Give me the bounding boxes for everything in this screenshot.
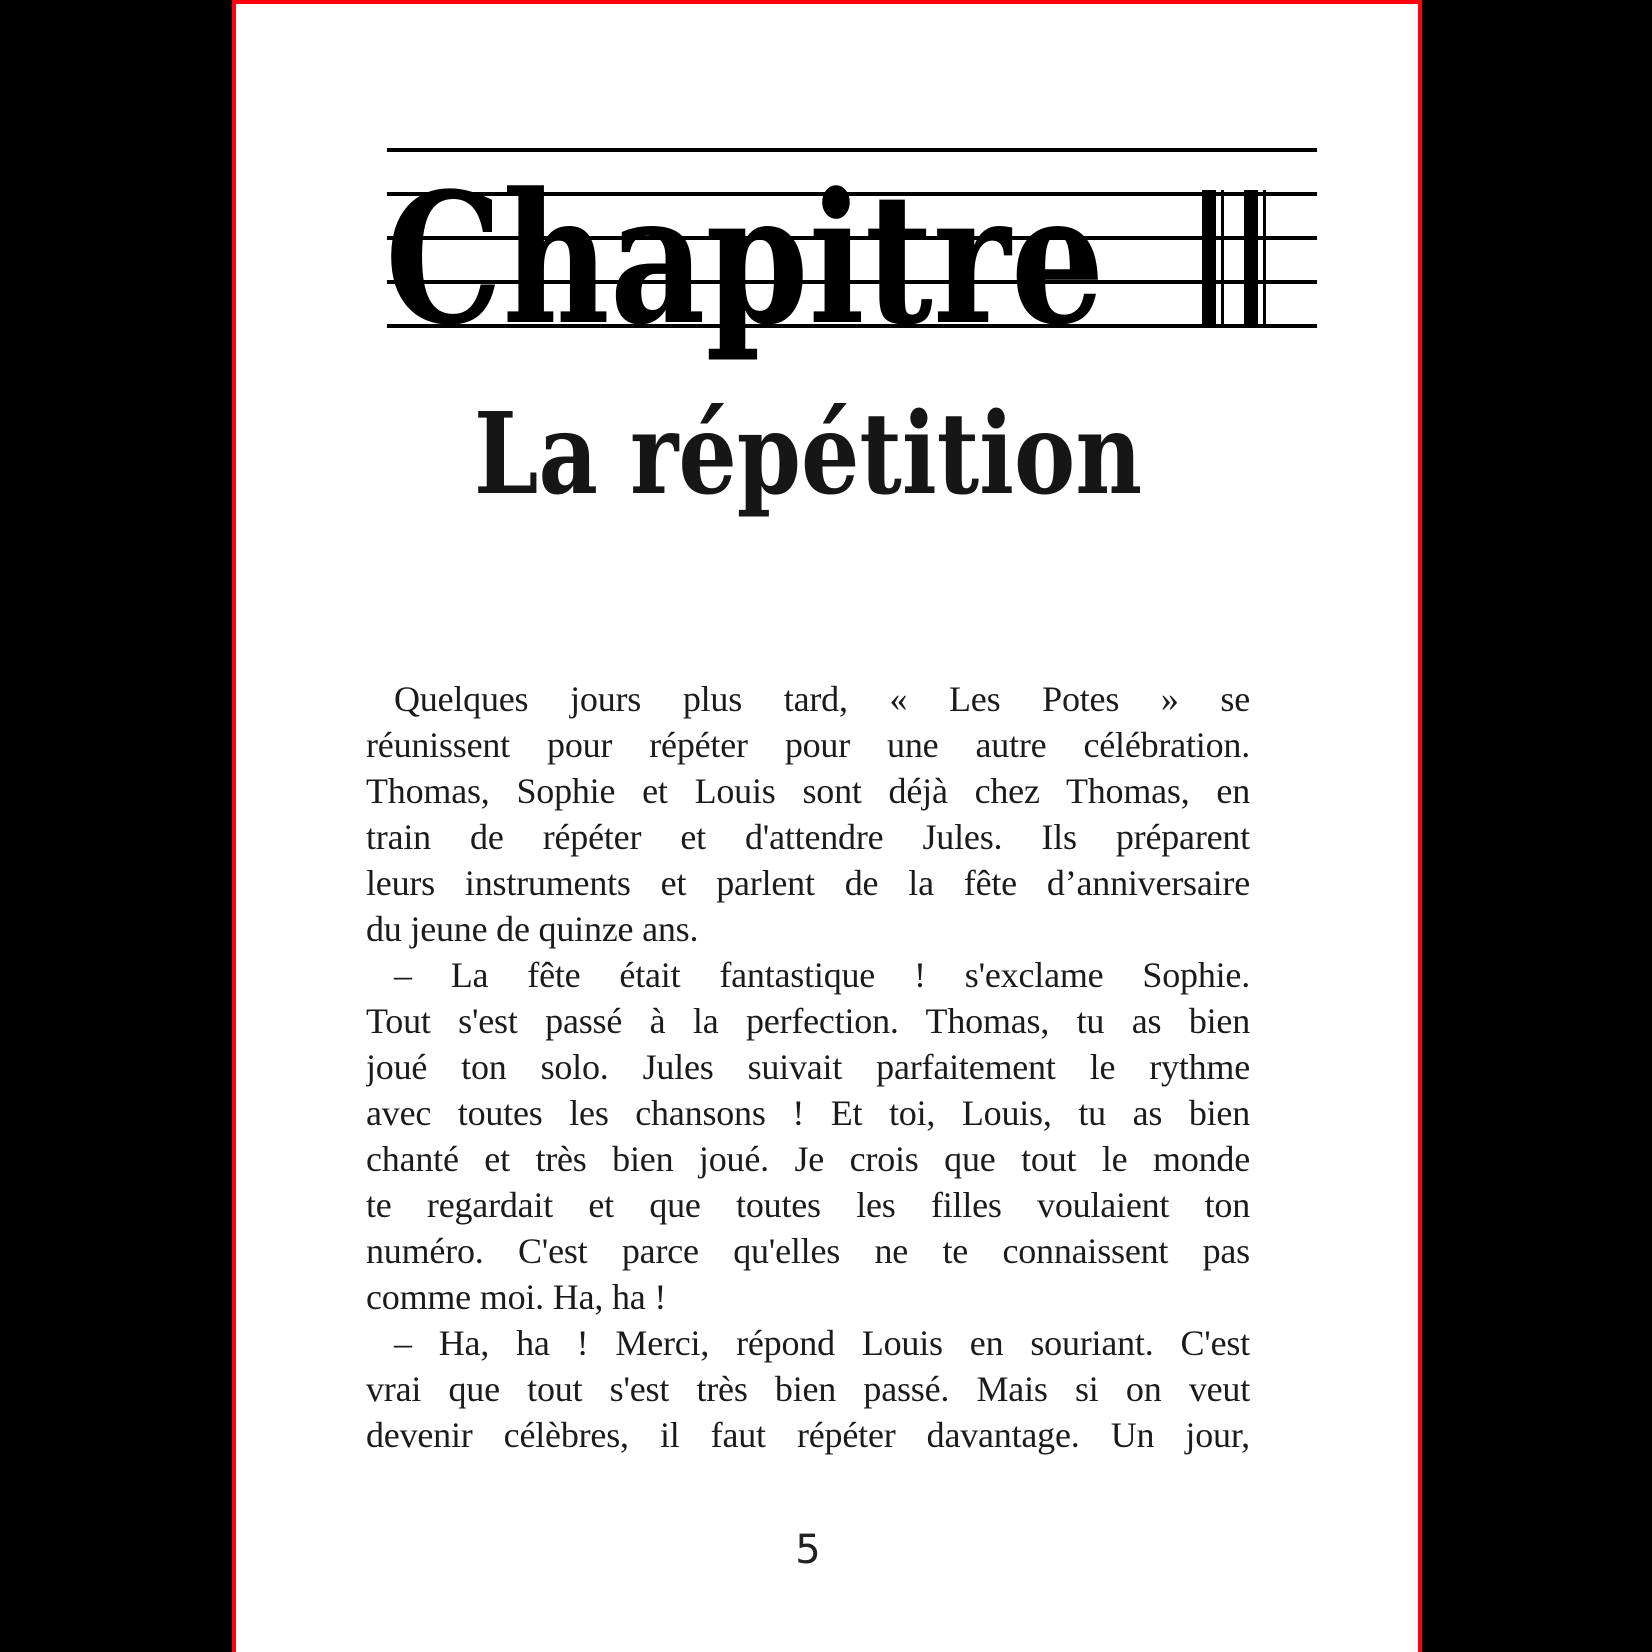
- page-number: 5: [795, 1527, 821, 1573]
- text-line: devenir célèbres, il faut répéter davantage. Un jour,: [366, 1415, 1250, 1455]
- chapter-numeral-barlines-icon: [1202, 190, 1266, 328]
- text-line: du jeune de quinze ans.: [366, 909, 699, 949]
- text-line: Tout s'est passé à la perfection. Thomas, tu as bien: [366, 1001, 1250, 1041]
- barline-thin-icon: [1263, 190, 1266, 328]
- text-line: te regardait et que toutes les filles voulaient ton: [366, 1185, 1250, 1225]
- staff-line: [387, 148, 1317, 152]
- chapter-heading: Chapitre: [385, 154, 1105, 365]
- text-line: vrai que tout s'est très bien passé. Mais si on veut: [366, 1369, 1250, 1409]
- text-line: – Ha, ha ! Merci, répond Louis en souriant. C'est: [394, 1323, 1250, 1363]
- text-line: leurs instruments et parlent de la fête d’anniversaire: [366, 863, 1250, 903]
- book-page: [232, 0, 1422, 1652]
- barline-thick-icon: [1244, 190, 1258, 328]
- text-line: train de répéter et d'attendre Jules. Ils préparent: [366, 817, 1250, 857]
- text-line: comme moi. Ha, ha !: [366, 1277, 667, 1317]
- body-text: [366, 676, 1250, 1458]
- text-line: Thomas, Sophie et Louis sont déjà chez Thomas, en: [366, 771, 1250, 811]
- text-line: numéro. C'est parce qu'elles ne te connaissent pas: [366, 1231, 1250, 1271]
- text-line: réunissent pour répéter pour une autre célébration.: [366, 725, 1250, 765]
- text-line: Quelques jours plus tard, « Les Potes » se: [394, 679, 1250, 719]
- text-line: – La fête était fantastique ! s'exclame Sophie.: [394, 955, 1250, 995]
- text-line: joué ton solo. Jules suivait parfaitement le rythme: [366, 1047, 1250, 1087]
- text-line: chanté et très bien joué. Je crois que tout le monde: [366, 1139, 1250, 1179]
- barline-thick-icon: [1202, 190, 1216, 328]
- text-line: avec toutes les chansons ! Et toi, Louis, tu as bien: [366, 1093, 1250, 1133]
- chapter-title: La répétition: [473, 389, 1143, 520]
